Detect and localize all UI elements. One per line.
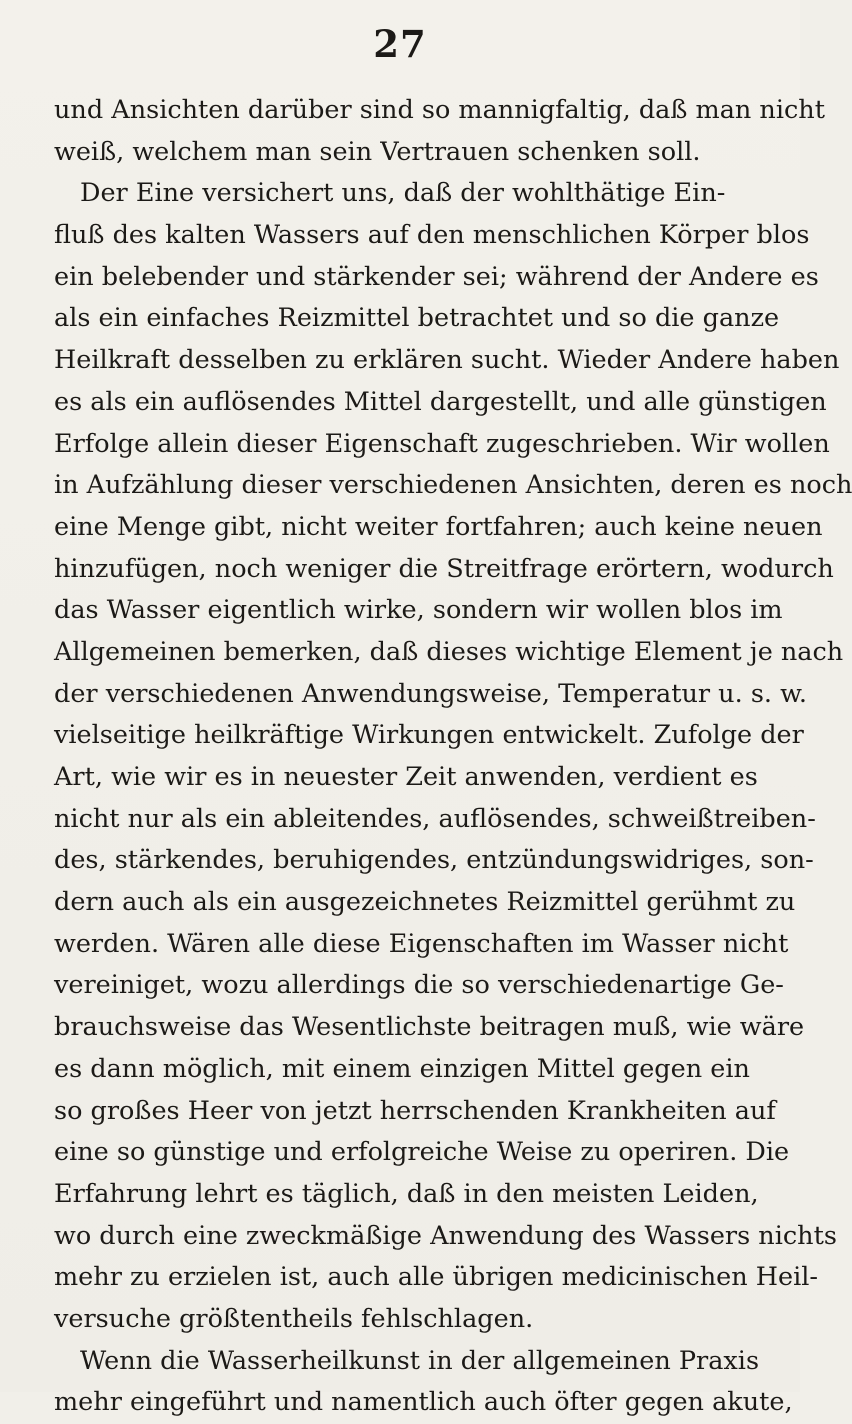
text-line: und Ansichten darüber sind so mannigfaltig, daß man nicht — [54, 95, 825, 125]
text-line: der verschiedenen Anwendungsweise, Temperatur u. s. w. — [54, 678, 808, 709]
text-line: Heilkraft desselben zu erklären sucht. Wieder Andere haben — [54, 345, 840, 376]
text-line: Allgemeinen bemerken, daß dieses wichtige Element je nach — [54, 636, 844, 667]
text-line: mehr zu erzielen ist, auch alle übrigen medicinischen Heil- — [54, 1262, 819, 1293]
paragraph-start-line: Der Eine versichert uns, daß der wohlthätige Ein- — [80, 178, 726, 209]
text-line: das Wasser eigentlich wirke, sondern wir wollen blos im — [54, 595, 783, 626]
paragraph-start-line: Wenn die Wasserheilkunst in der allgemeinen Praxis — [80, 1345, 760, 1376]
text-line: als ein einfaches Reizmittel betrachtet und so die ganze — [54, 303, 780, 334]
page-number: 27 — [373, 22, 427, 66]
text-line: des, stärkendes, beruhigendes, entzündungswidriges, son- — [54, 845, 814, 876]
text-line: weiß, welchem man sein Vertrauen schenken soll. — [54, 136, 701, 167]
text-line: vielseitige heilkräftige Wirkungen entwickelt. Zufolge der — [54, 720, 804, 751]
text-line: Erfahrung lehrt es täglich, daß in den meisten Leiden, — [54, 1178, 759, 1209]
text-line: dern auch als ein ausgezeichnetes Reizmittel gerühmt zu — [54, 887, 796, 918]
text-line: nicht nur als ein ableitendes, auflösendes, schweißtreiben- — [54, 803, 816, 834]
body-text — [54, 90, 852, 1424]
text-line: so großes Heer von jetzt herrschenden Krankheiten auf — [54, 1095, 776, 1126]
text-line: vereiniget, wozu allerdings die so verschiedenartige Ge- — [54, 970, 784, 1001]
text-line: Erfolge allein dieser Eigenschaft zugeschrieben. Wir wollen — [54, 428, 830, 459]
text-line: Art, wie wir es in neuester Zeit anwenden, verdient es — [54, 762, 758, 792]
text-line: eine Menge gibt, nicht weiter fortfahren; auch keine neuen — [54, 511, 823, 542]
text-line: mehr eingeführt und namentlich auch öfter gegen akute, — [54, 1387, 793, 1418]
text-line: ein belebender und stärkender sei; während der Andere es — [54, 261, 819, 292]
text-line: wo durch eine zweckmäßige Anwendung des Wassers nichts — [54, 1220, 837, 1251]
text-line: brauchsweise das Wesentlichste beitragen muß, wie wäre — [54, 1012, 805, 1043]
text-line: es dann möglich, mit einem einzigen Mittel gegen ein — [54, 1053, 750, 1084]
text-line: in Aufzählung dieser verschiedenen Ansichten, deren es noch — [54, 470, 852, 501]
text-line: eine so günstige und erfolgreiche Weise zu operiren. Die — [54, 1137, 790, 1168]
text-line: es als ein auflösendes Mittel dargestellt, und alle günstigen — [54, 386, 827, 417]
text-line: hinzufügen, noch weniger die Streitfrage erörtern, wodurch — [54, 553, 834, 584]
text-line: werden. Wären alle diese Eigenschaften im Wasser nicht — [54, 928, 789, 959]
text-line: fluß des kalten Wassers auf den menschlichen Körper blos — [54, 220, 810, 251]
text-line: versuche größtentheils fehlschlagen. — [54, 1303, 534, 1334]
